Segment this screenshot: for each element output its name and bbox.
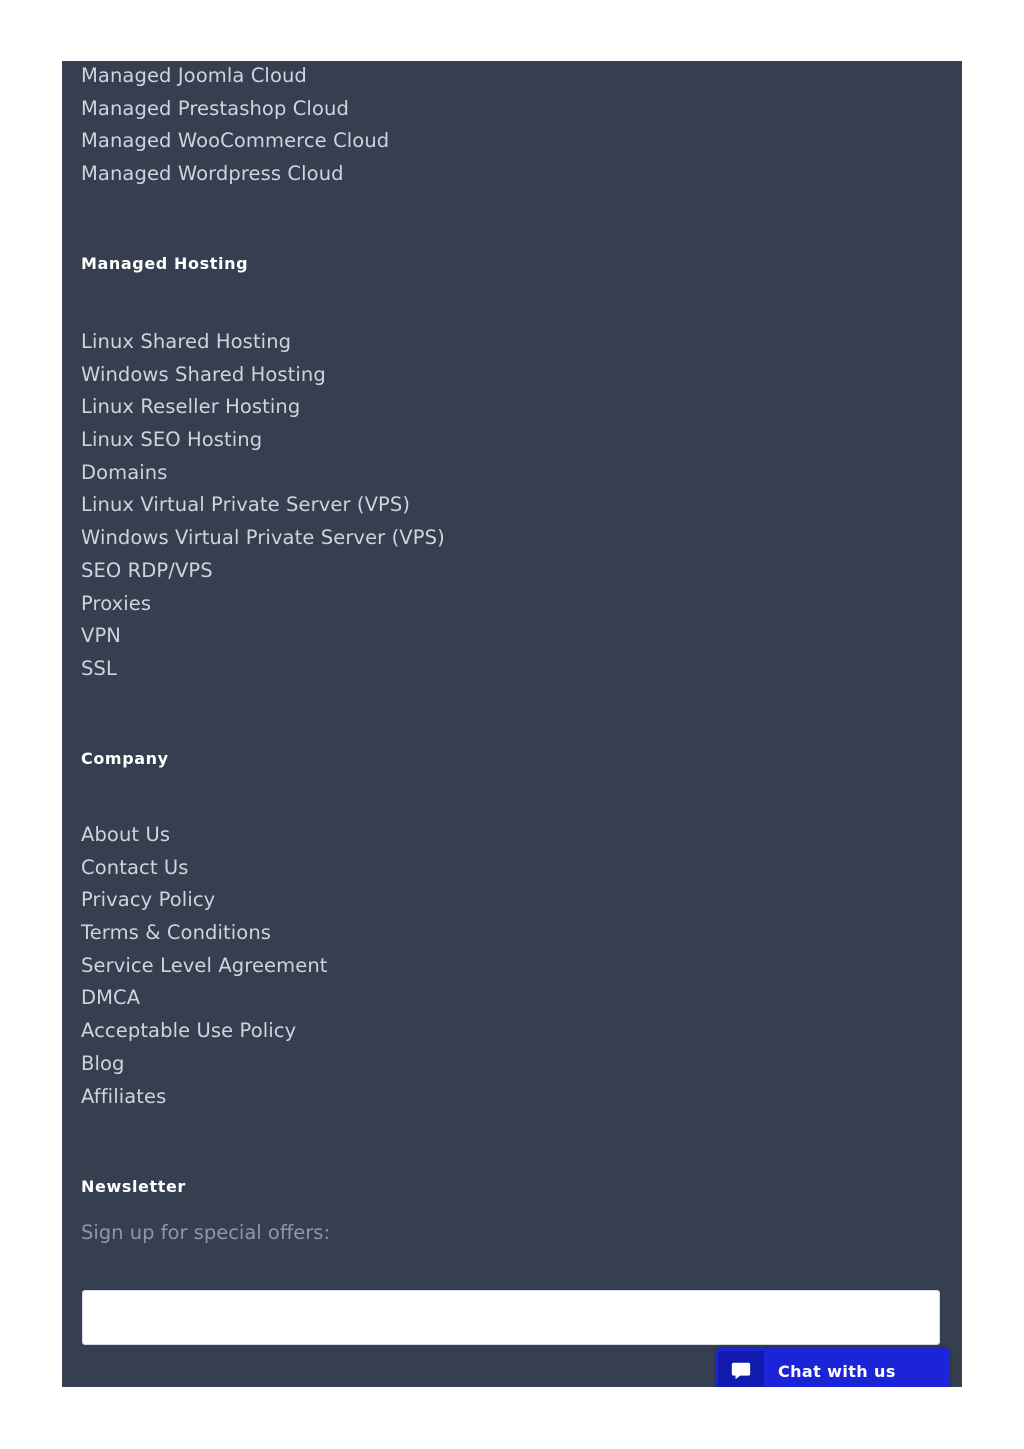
footer-link-item[interactable]: [81, 1081, 328, 1114]
footer-link-ssl[interactable]: SSL: [81, 656, 117, 680]
footer-link-wordpress-cloud[interactable]: Managed Wordpress Cloud: [81, 162, 344, 186]
footer-link-proxies[interactable]: Proxies: [81, 591, 152, 615]
managed-hosting-heading: Managed Hosting: [81, 254, 249, 273]
footer-link-linux-vps[interactable]: Linux Virtual Private Server (VPS): [81, 493, 411, 517]
footer-link-item[interactable]: [81, 424, 445, 457]
footer-link-contact-us[interactable]: Contact Us: [81, 855, 189, 879]
footer-link-affiliates[interactable]: Affiliates: [81, 1084, 167, 1108]
footer-link-item[interactable]: [81, 555, 445, 588]
footer-link-woocommerce-cloud[interactable]: Managed WooCommerce Cloud: [81, 129, 390, 153]
footer-link-item[interactable]: [81, 359, 445, 392]
footer-link-item[interactable]: [81, 93, 389, 126]
footer-link-acceptable-use-policy[interactable]: Acceptable Use Policy: [81, 1019, 297, 1043]
footer-link-item[interactable]: [81, 653, 445, 686]
footer-link-linux-shared-hosting[interactable]: Linux Shared Hosting: [81, 330, 292, 353]
newsletter-signup-text: Sign up for special offers:: [81, 1221, 331, 1244]
footer-link-item[interactable]: [81, 326, 445, 359]
footer-link-linux-seo-hosting[interactable]: Linux SEO Hosting: [81, 428, 263, 452]
footer-link-item[interactable]: [81, 950, 328, 983]
footer-link-linux-reseller-hosting[interactable]: Linux Reseller Hosting: [81, 395, 301, 419]
footer-link-item[interactable]: [81, 457, 445, 490]
footer-link-joomla-cloud[interactable]: Managed Joomla Cloud: [81, 64, 307, 87]
newsletter-heading: Newsletter: [81, 1177, 186, 1196]
footer-link-item[interactable]: [81, 819, 328, 852]
footer-link-terms-conditions[interactable]: Terms & Conditions: [81, 921, 272, 945]
footer-link-sla[interactable]: Service Level Agreement: [81, 953, 328, 977]
footer-link-item[interactable]: [81, 1015, 328, 1048]
chat-with-us-label: Chat with us: [778, 1361, 896, 1381]
footer-link-blog[interactable]: Blog: [81, 1051, 125, 1075]
footer-link-item[interactable]: [81, 489, 445, 522]
footer-link-item[interactable]: [81, 620, 445, 653]
footer-link-item[interactable]: [81, 884, 328, 917]
footer-link-item[interactable]: [81, 917, 328, 950]
chat-with-us-button[interactable]: [716, 1347, 950, 1387]
footer-link-dmca[interactable]: DMCA: [81, 986, 141, 1010]
footer-link-item[interactable]: [81, 982, 328, 1015]
footer-link-seo-rdp-vps[interactable]: SEO RDP/VPS: [81, 558, 213, 582]
footer-link-item[interactable]: [81, 852, 328, 885]
company-heading: Company: [81, 749, 169, 768]
footer-link-item[interactable]: [81, 1048, 328, 1081]
footer-link-item[interactable]: [81, 61, 389, 93]
footer-panel: [62, 61, 962, 1387]
footer-link-privacy-policy[interactable]: Privacy Policy: [81, 888, 216, 912]
chat-bubble-icon: [730, 1360, 752, 1382]
footer-link-item[interactable]: [81, 158, 389, 191]
footer-link-about-us[interactable]: About Us: [81, 823, 171, 846]
footer-link-item[interactable]: [81, 588, 445, 621]
newsletter-email-input[interactable]: [82, 1290, 940, 1345]
footer-link-windows-vps[interactable]: Windows Virtual Private Server (VPS): [81, 526, 445, 550]
footer-link-item[interactable]: [81, 391, 445, 424]
footer-link-item[interactable]: [81, 125, 389, 158]
chat-icon-container: [718, 1351, 764, 1387]
footer-link-item[interactable]: [81, 522, 445, 555]
company-links-list: [81, 819, 328, 1113]
managed-hosting-links-list: [81, 326, 445, 686]
cloud-links-list: [81, 61, 389, 191]
footer-link-vpn[interactable]: VPN: [81, 624, 121, 648]
footer-link-windows-shared-hosting[interactable]: Windows Shared Hosting: [81, 362, 326, 386]
footer-link-domains[interactable]: Domains: [81, 460, 168, 484]
footer-link-prestashop-cloud[interactable]: Managed Prestashop Cloud: [81, 96, 349, 120]
